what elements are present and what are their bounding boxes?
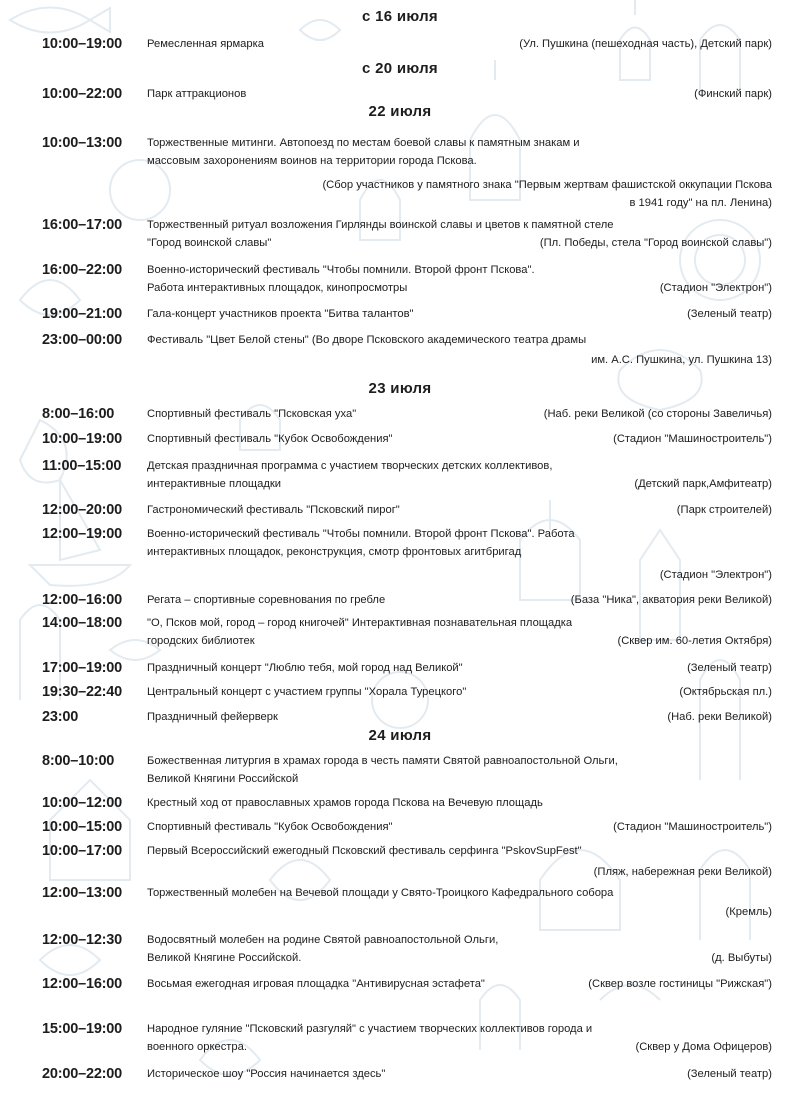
event-location: (Зеленый театр) xyxy=(687,1068,772,1080)
event-description: Центральный концерт с участием группы "Хорала Турецкого" xyxy=(147,686,467,698)
event-description: интерактивных площадок, реконструкция, смотр фронтовых агитбригад xyxy=(147,546,522,558)
event-time: 12:00–16:00 xyxy=(42,976,123,992)
event-description: Божественная литургия в храмах города в честь памяти Святой равноапостольной Ольги, xyxy=(147,755,618,767)
event-location: (Наб. реки Великой (со стороны Завеличья) xyxy=(543,408,772,420)
event-description: Военно-исторический фестиваль "Чтобы помнили. Второй фронт Пскова". xyxy=(147,264,535,276)
event-time: 10:00–22:00 xyxy=(42,86,123,102)
event-location: (Стадион "Машиностроитель") xyxy=(613,433,772,445)
event-description: Торжественный молебен на Вечевой площади у Свято-Троицкого Кафедрального собора xyxy=(147,887,614,899)
event-description: Гастрономический фестиваль "Псковский пирог" xyxy=(147,504,400,516)
event-description: Спортивный фестиваль "Псковская уха" xyxy=(147,408,357,420)
event-location: (Сквер им. 60-летия Октября) xyxy=(617,635,772,647)
event-location: (База "Ника", акватория реки Великой) xyxy=(570,594,772,606)
event-location: (Финский парк) xyxy=(694,88,772,100)
event-description: Первый Всероссийский ежегодный Псковский фестиваль серфинга "PskovSupFest" xyxy=(147,845,582,857)
event-time: 12:00–19:00 xyxy=(42,526,123,542)
event-description: массовым захоронениям воинов на территории города Пскова. xyxy=(147,155,477,167)
event-description: военного оркестра. xyxy=(147,1041,247,1053)
event-time: 12:00–13:00 xyxy=(42,885,123,901)
event-description: Историческое шоу "Россия начинается здесь" xyxy=(147,1068,386,1080)
event-location: (Сквер у Дома Офицеров) xyxy=(635,1041,772,1053)
date-header: 23 июля xyxy=(368,380,432,397)
event-location: (Парк строителей) xyxy=(676,504,772,516)
event-time: 20:00–22:00 xyxy=(42,1066,123,1082)
event-description: интерактивные площадки xyxy=(147,478,282,490)
event-time: 10:00–19:00 xyxy=(42,431,123,447)
date-header: 22 июля xyxy=(368,103,432,120)
event-time: 10:00–15:00 xyxy=(42,819,123,835)
event-location: (Стадион "Электрон") xyxy=(659,569,772,581)
event-description: Гала-концерт участников проекта "Битва талантов" xyxy=(147,308,414,320)
date-header: с 20 июля xyxy=(361,60,438,77)
event-location: (Пл. Победы, стела "Город воинской славы") xyxy=(539,237,772,249)
event-description: Праздничный концерт "Люблю тебя, мой город над Великой" xyxy=(147,662,463,674)
event-location: в 1941 году" на пл. Ленина) xyxy=(629,197,772,209)
event-description: Крестный ход от православных храмов города Пскова на Вечевую площадь xyxy=(147,797,543,809)
event-location: (Наб. реки Великой) xyxy=(667,711,772,723)
event-description: Восьмая ежегодная игровая площадка "Антивирусная эстафета" xyxy=(147,978,485,990)
event-description: Торжественные митинги. Автопоезд по местам боевой славы к памятным знакам и xyxy=(147,137,580,149)
event-description: "О, Псков мой, город – город книгочей" Интерактивная познавательная площадка xyxy=(147,617,573,629)
event-description: Спортивный фестиваль "Кубок Освобождения" xyxy=(147,821,393,833)
event-time: 8:00–16:00 xyxy=(42,406,115,422)
event-description: Регата – спортивные соревнования по гребле xyxy=(147,594,386,606)
event-location: (Зеленый театр) xyxy=(687,662,772,674)
event-time: 12:00–20:00 xyxy=(42,502,123,518)
date-header: с 16 июля xyxy=(361,8,438,25)
event-description: Водосвятный молебен на родине Святой равноапостольной Ольги, xyxy=(147,934,499,946)
event-time: 8:00–10:00 xyxy=(42,753,115,769)
event-time: 11:00–15:00 xyxy=(42,458,122,474)
event-time: 17:00–19:00 xyxy=(42,660,123,676)
event-location: (Сбор участников у памятного знака "Первым жертвам фашистской оккупации Пскова xyxy=(322,179,772,191)
event-description: Торжественный ритуал возложения Гирлянды воинской славы и цветов к памятной стеле xyxy=(147,219,614,231)
event-location: (Кремль) xyxy=(725,906,772,918)
event-location: (Детский парк,Амфитеатр) xyxy=(634,478,772,490)
event-time: 19:00–21:00 xyxy=(42,306,123,322)
event-description: Праздничный фейерверк xyxy=(147,711,278,723)
event-description: Фестиваль "Цвет Белой стены" (Во дворе Псковского академического театра драмы xyxy=(147,334,587,346)
event-time: 23:00 xyxy=(42,709,79,725)
event-description: "Город воинской славы" xyxy=(147,237,272,249)
event-description: Работа интерактивных площадок, кинопросмотры xyxy=(147,282,408,294)
event-description: Детская праздничная программа с участием творческих детских коллективов, xyxy=(147,460,553,472)
event-location: им. А.С. Пушкина, ул. Пушкина 13) xyxy=(591,354,772,366)
event-description: Народное гуляние "Псковский разгуляй" с участием творческих коллективов города и xyxy=(147,1023,593,1035)
event-description: Спортивный фестиваль "Кубок Освобождения" xyxy=(147,433,393,445)
date-header: 24 июля xyxy=(368,727,432,744)
event-location: (Стадион "Электрон") xyxy=(659,282,772,294)
event-time: 10:00–17:00 xyxy=(42,843,123,859)
event-time: 12:00–16:00 xyxy=(42,592,123,608)
event-location: (Сквер возле гостиницы "Рижская") xyxy=(588,978,772,990)
event-time: 16:00–17:00 xyxy=(42,217,123,233)
event-description: Великой Княгини Российской xyxy=(147,773,299,785)
event-time: 16:00–22:00 xyxy=(42,262,123,278)
event-description: Ремесленная ярмарка xyxy=(147,38,264,50)
event-location: (Стадион "Машиностроитель") xyxy=(613,821,772,833)
event-time: 10:00–12:00 xyxy=(42,795,123,811)
event-time: 15:00–19:00 xyxy=(42,1021,123,1037)
event-time: 14:00–18:00 xyxy=(42,615,123,631)
event-description: Великой Княгине Российской. xyxy=(147,952,302,964)
event-time: 12:00–12:30 xyxy=(42,932,123,948)
event-description: городских библиотек xyxy=(147,635,255,647)
event-location: (Октябрьская пл.) xyxy=(679,686,772,698)
event-location: (Зеленый театр) xyxy=(687,308,772,320)
event-location: (Пляж, набережная реки Великой) xyxy=(593,866,772,878)
event-time: 19:30–22:40 xyxy=(42,684,123,700)
event-time: 10:00–13:00 xyxy=(42,135,123,151)
event-location: (Ул. Пушкина (пешеходная часть), Детский парк) xyxy=(519,38,772,50)
event-location: (д. Выбуты) xyxy=(711,952,772,964)
event-time: 23:00–00:00 xyxy=(42,332,123,348)
event-description: Военно-исторический фестиваль "Чтобы помнили. Второй фронт Пскова". Работа xyxy=(147,528,575,540)
event-description: Парк аттракционов xyxy=(147,88,247,100)
event-time: 10:00–19:00 xyxy=(42,36,123,52)
